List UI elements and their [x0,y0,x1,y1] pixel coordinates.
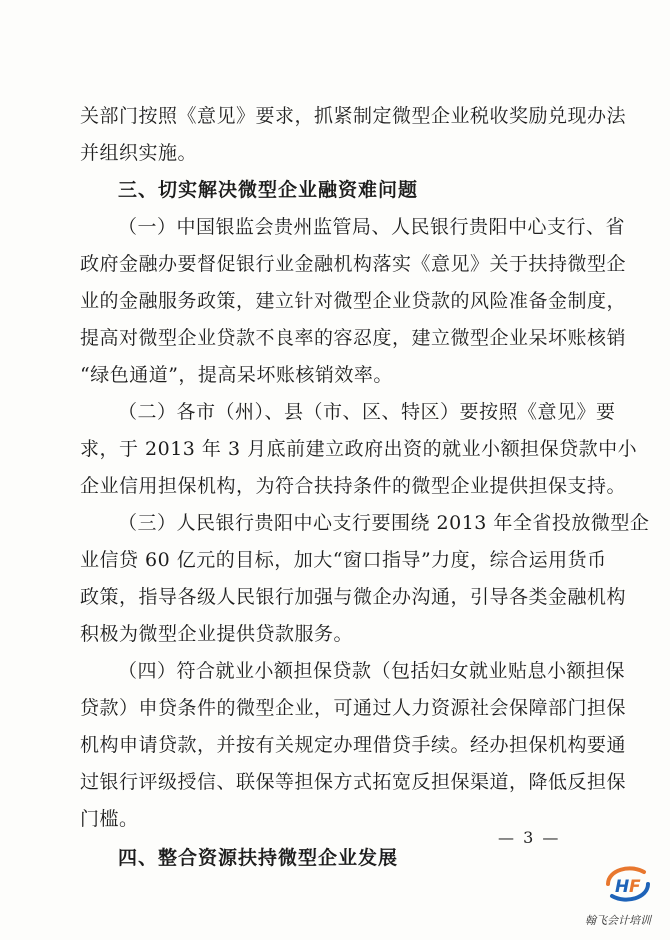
paragraph-line: 业的金融服务政策，建立针对微型企业贷款的风险准备金制度， [80,290,627,312]
section-heading-3: 三、切实解决微型企业融资难问题 [118,179,419,201]
hf-logo-icon [600,862,656,906]
paragraph-line: 贷款）申贷条件的微型企业，可通过人力资源社会保障部门担保 [80,697,627,719]
paragraph-line: 求，于 2013 年 3 月底前建立政府出资的就业小额担保贷款中小 [80,438,638,460]
paragraph-line: 提高对微型企业贷款不良率的容忍度，建立微型企业呆坏账核销 [80,327,627,349]
paragraph-line: 过银行评级授信、联保等担保方式拓宽反担保渠道，降低反担保 [80,771,627,793]
page-number: — 3 — [498,828,561,847]
paragraph-line: 门槛。 [80,808,139,830]
paragraph-line: 政策，指导各级人民银行加强与微企办沟通，引导各类金融机构 [80,586,627,608]
svg-text:F: F [629,877,641,897]
watermark-text: 翰飞会计培训 [585,914,651,927]
paragraph-line: （四）符合就业小额担保贷款（包括妇女就业贴息小额担保 [118,660,626,682]
paragraph-line: 并组织实施。 [80,142,198,164]
svg-text:H: H [615,877,630,897]
paragraph-line: “绿色通道”，提高呆坏账核销效率。 [80,364,393,386]
paragraph-line: 企业信用担保机构，为符合扶持条件的微型企业提供担保支持。 [80,475,627,497]
paragraph-line: （二）各市（州）、县（市、区、特区）要按照《意见》要 [118,401,616,423]
paragraph-line: （一）中国银监会贵州监管局、人民银行贵阳中心支行、省 [118,216,626,238]
paragraph-line: （三）人民银行贵阳中心支行要围绕 2013 年全省投放微型企 [118,512,650,534]
paragraph-line: 业信贷 60 亿元的目标，加大“窗口指导”力度，综合运用货币 [80,549,607,571]
section-heading-4: 四、整合资源扶持微型企业发展 [118,847,399,869]
paragraph-line: 关部门按照《意见》要求，抓紧制定微型企业税收奖励兑现办法 [80,105,627,127]
paragraph-line: 机构申请贷款，并按有关规定办理借贷手续。经办担保机构要通 [80,734,627,756]
paragraph-line: 积极为微型企业提供贷款服务。 [80,623,354,645]
paragraph-line: 政府金融办要督促银行业金融机构落实《意见》关于扶持微型企 [80,253,627,275]
